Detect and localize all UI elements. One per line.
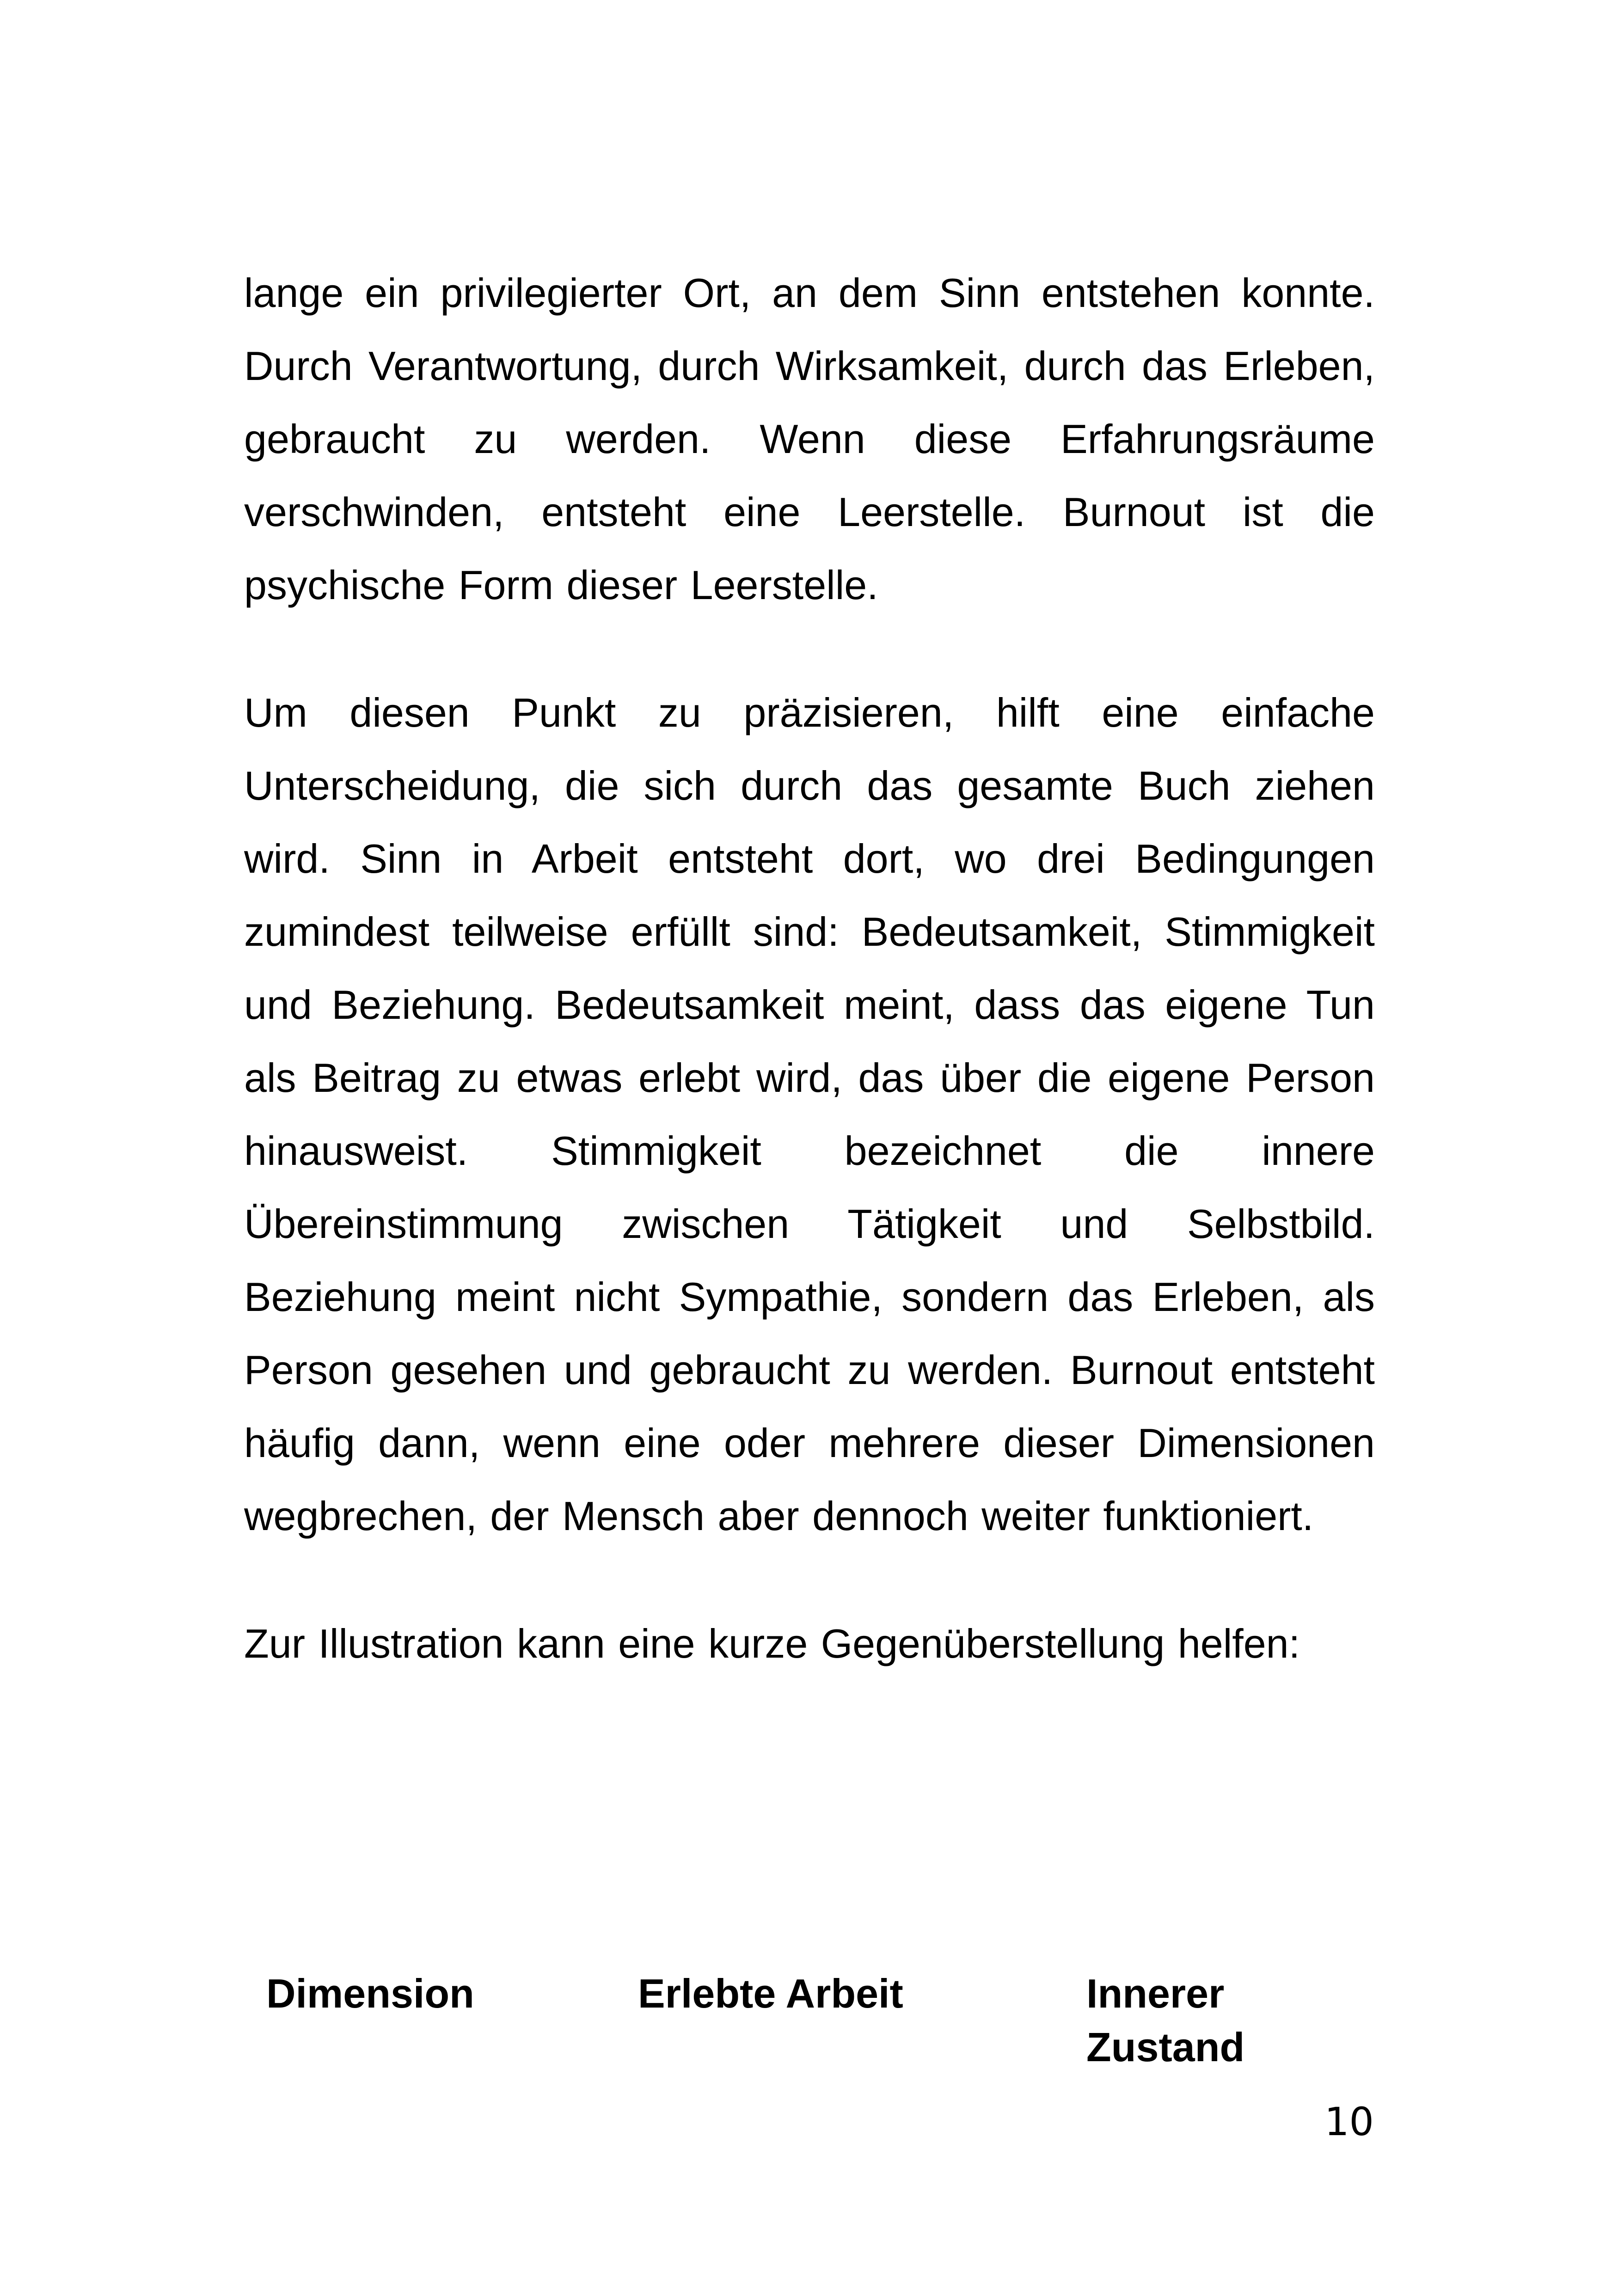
document-page [244,257,1375,2070]
paragraph-2: Um diesen Punkt zu präzisieren, hilft eine einfache Unterscheidung, die sich durch das gesamte Buch ziehen wird. Sinn in Arbeit entsteht dort, wo drei Bedingungen zumindest teilweise erfüllt sind: Bedeutsamkeit, Stimmigkeit und Beziehung. Bedeutsamkeit meint, dass das eigene Tun als Beitrag zu etwas erlebt wird, das über die eigene Person hinausweist. Stimmigkeit bezeichnet die innere Übereinstimmung zwischen Tätigkeit und Selbstbild. Beziehung meint nicht Sympathie, sondern das Erleben, als Person gesehen und gebraucht zu werden. Burnout entsteht häufig dann, wenn eine oder mehrere dieser Dimensionen wegbrechen, der Mensch aber dennoch weiter funktioniert. [244,690,1375,1539]
paragraph-1: lange ein privilegierter Ort, an dem Sinn entstehen konnte. Durch Verantwortung, durch Wirksamkeit, durch das Erleben, gebraucht zu werden. Wenn diese Erfahrungsräume verschwinden, entsteht eine Leerstelle. Burnout ist die psychische Form dieser Leerstelle. [244,270,1375,608]
paragraph-3: Zur Illustration kann eine kurze Gegenüberstellung helfen: [244,1621,1300,1666]
comparison-table-header [244,1967,1375,2119]
table-header-erlebte-arbeit: Erlebte Arbeit [638,1971,903,2016]
page-number: 10 [1324,2099,1374,2144]
table-header-dimension: Dimension [266,1971,474,2016]
table-header-innerer-zustand: Innerer Zustand [1086,1971,1245,2070]
